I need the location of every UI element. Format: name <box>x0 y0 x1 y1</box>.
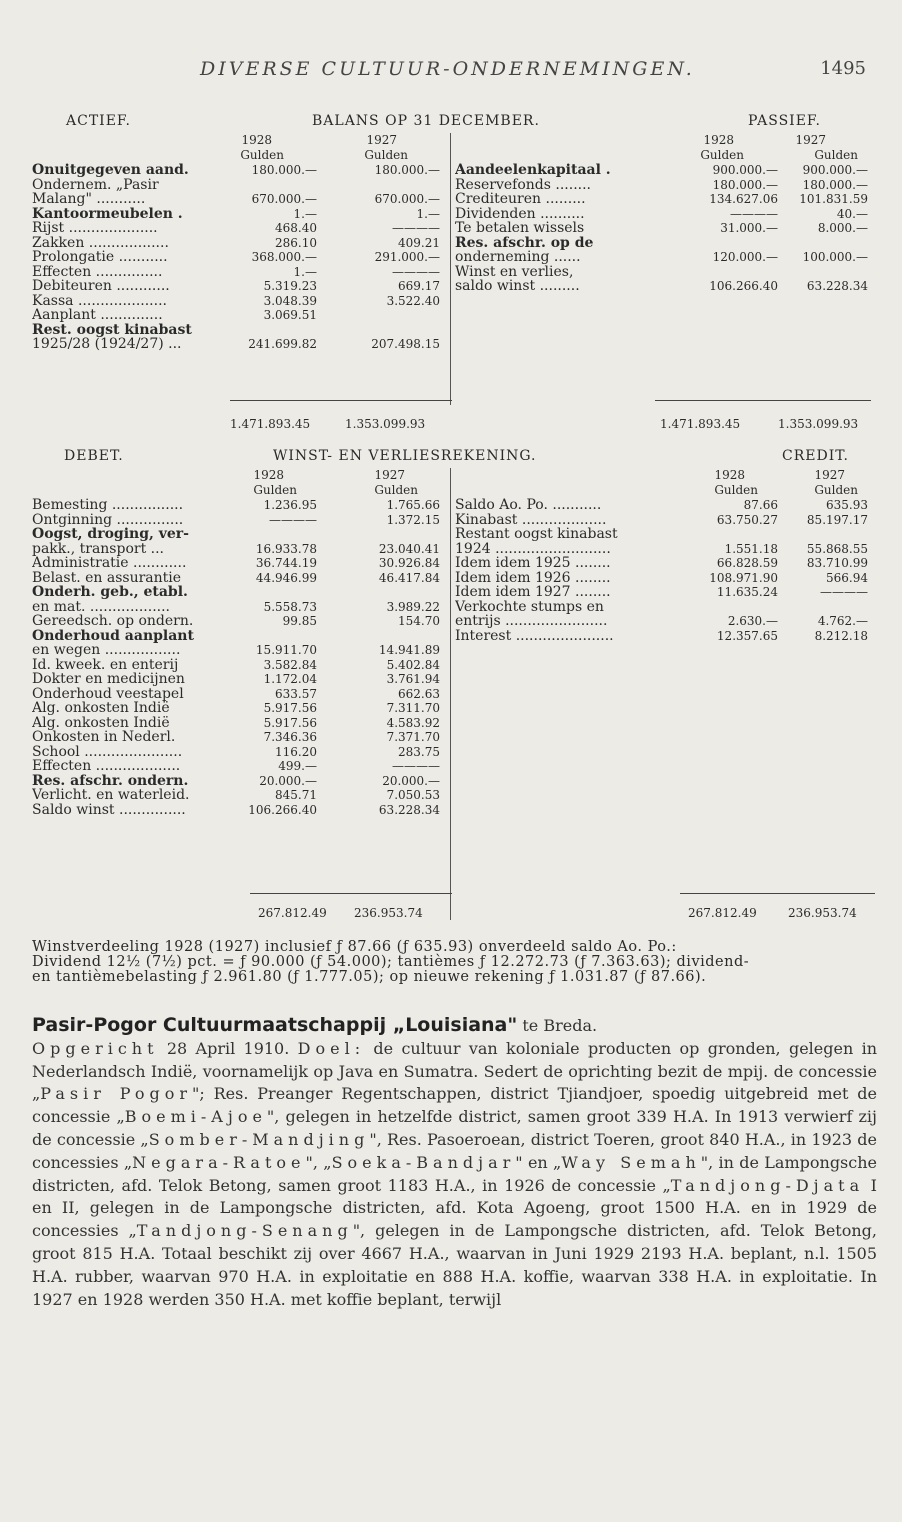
pl-total-debet-1927: 236.953.74 <box>354 906 423 920</box>
row-label: Alg. onkosten Indië <box>32 715 170 730</box>
balance-column-divider <box>450 133 451 405</box>
pl-col-unit-right-2: Gulden <box>814 482 858 497</box>
row-value-1927: 1.— <box>416 206 440 221</box>
row-label: Aanplant .............. <box>32 308 163 323</box>
balance-total-actief-1928: 1.471.893.45 <box>230 417 311 431</box>
pl-col-year-1928-left: 1928 <box>253 468 284 482</box>
debet-row <box>0 672 902 687</box>
row-value-1928: 5.917.56 <box>263 715 317 730</box>
row-value-1927: ———— <box>392 221 440 235</box>
article-text-6: " en „ <box>515 1152 562 1172</box>
row-value-1927: 4.583.92 <box>386 715 440 730</box>
balance-total-rule-right <box>655 400 871 401</box>
credit-row <box>0 556 902 571</box>
passief-table <box>0 163 902 294</box>
row-value-1927: 7.050.53 <box>386 788 440 802</box>
row-value-1927: 8.212.18 <box>814 628 868 643</box>
credit-row <box>0 542 902 557</box>
row-value-1928: 1.236.95 <box>263 498 317 512</box>
article-text-8: I en II, gelegen in de Lampongsche districten, afd. Kota Agoeng, groot 1500 H.A. en in 1929 de concessies „ <box>32 1175 877 1241</box>
row-value-1927: 180.000.— <box>374 163 440 177</box>
pl-col-year-1928-right: 1928 <box>714 468 745 482</box>
pl-total-credit-1927: 236.953.74 <box>788 906 857 920</box>
row-label: en mat. .................. <box>32 599 171 614</box>
row-value-1927: 3.761.94 <box>386 672 440 686</box>
concession-negara-ratoe: Negara-Ratoe <box>132 1152 306 1172</box>
row-label: Reservefonds ........ <box>455 177 592 192</box>
row-value-1928: 31.000.— <box>720 221 778 235</box>
row-value-1927: 4.762.— <box>817 614 868 628</box>
row-value-1927: 30.926.84 <box>378 556 440 570</box>
passief-row <box>0 163 902 178</box>
row-label: Res. afschr. op de <box>455 235 594 250</box>
profit-distribution-note <box>32 940 877 985</box>
row-value-1928: 12.357.65 <box>716 628 778 643</box>
row-label: Winst en verlies, <box>455 264 574 279</box>
pl-column-divider <box>450 468 451 920</box>
row-value-1928: 368.000.— <box>251 250 317 264</box>
row-value-1927: 1.765.66 <box>386 498 440 512</box>
row-label: Bemesting ................ <box>32 498 184 513</box>
concession-boemi-ajoe: Boemi-Ajoe <box>124 1107 267 1127</box>
pl-total-debet-1928: 267.812.49 <box>258 906 327 920</box>
debet-row <box>0 716 902 731</box>
row-value-1928: 87.66 <box>743 498 778 512</box>
row-value-1928: 286.10 <box>275 235 317 250</box>
row-value-1927: 14.941.89 <box>378 643 440 657</box>
passief-row <box>0 207 902 222</box>
actief-row <box>0 308 902 323</box>
row-label: Crediteuren ......... <box>455 192 586 207</box>
company-location: te Breda. <box>517 1016 598 1035</box>
row-label: Res. afschr. ondern. <box>32 773 189 788</box>
row-value-1927: 1.372.15 <box>386 512 440 527</box>
row-value-1928: 36.744.19 <box>255 556 317 570</box>
row-value-1927: 291.000.— <box>374 250 440 264</box>
row-label: School ...................... <box>32 744 183 759</box>
row-label: Dividenden .......... <box>455 206 585 221</box>
row-value-1928: 499.— <box>278 759 317 773</box>
row-label: Verlicht. en waterleid. <box>32 788 190 803</box>
row-value-1927: 63.228.34 <box>378 802 440 817</box>
balance-col-unit-left-1: Gulden <box>240 147 284 162</box>
row-value-1927: 566.94 <box>826 570 868 585</box>
row-value-1927: 5.402.84 <box>386 657 440 672</box>
article-text-9: ", gelegen in de Lampongsche districten, afd. Telok Betong, groot 815 H.A. Totaal beschikt zij over 4667 H.A., waarvan in Juni 1929 2193 H.A. beplant, n.l. 1505 H.A. rubber, waarvan 970 H.A. in exploitatie en 888 H.A. koffie, waarvan 338 H.A. in exploitatie. In 1927 en 1928 werden 350 H.A. met koffie beplant, terwijl <box>32 1221 877 1309</box>
row-value-1928: 3.048.39 <box>263 293 317 308</box>
credit-row <box>0 585 902 600</box>
row-value-1928: 3.582.84 <box>263 657 317 672</box>
row-label: Id. kweek. en enterij <box>32 657 179 672</box>
row-value-1928: 1.— <box>293 206 317 221</box>
row-value-1928: 633.57 <box>275 686 317 701</box>
row-label: Saldo winst ............... <box>32 802 186 817</box>
row-value-1927: 409.21 <box>398 235 440 250</box>
row-value-1927: ———— <box>392 264 440 279</box>
pl-title: WINST- EN VERLIESREKENING. <box>273 448 537 464</box>
pl-column-years <box>0 468 902 497</box>
credit-row <box>0 571 902 586</box>
row-label: Interest ...................... <box>455 628 614 643</box>
balance-total-passief-1928: 1.471.893.45 <box>660 417 741 431</box>
passief-row <box>0 236 902 251</box>
concession-somber-mandjing: Somber-Mandjing <box>148 1129 370 1149</box>
pl-col-year-1927-right: 1927 <box>814 468 845 482</box>
opgericht-text: 28 April 1910. <box>158 1038 298 1058</box>
row-label: Aandeelenkapitaal . <box>455 163 611 178</box>
row-label: Kantoormeubelen . <box>32 206 183 221</box>
row-label: Effecten ............... <box>32 264 163 279</box>
row-label: Kinabast ................... <box>455 512 607 527</box>
row-value-1928: 900.000.— <box>712 163 778 177</box>
row-value-1928: 1.551.18 <box>724 541 778 556</box>
row-value-1928: 120.000.— <box>712 250 778 264</box>
row-value-1928: 99.85 <box>282 614 317 628</box>
running-head-title: DIVERSE CULTUUR-ONDERNEMINGEN. <box>200 58 695 80</box>
row-value-1928: 1.172.04 <box>263 672 317 686</box>
row-value-1927: 101.831.59 <box>799 192 868 206</box>
credit-row <box>0 513 902 528</box>
row-value-1927: 40.— <box>836 206 868 221</box>
debet-row <box>0 803 902 818</box>
running-head <box>0 58 902 88</box>
row-label: 1925/28 (1924/27) ... <box>32 337 182 352</box>
row-value-1928: 44.946.99 <box>255 570 317 585</box>
row-label: Oogst, droging, ver- <box>32 527 189 542</box>
debet-row <box>0 730 902 745</box>
actief-row <box>0 337 902 352</box>
row-label: Onuitgegeven aand. <box>32 163 189 178</box>
credit-row <box>0 614 902 629</box>
row-label: Onderh. geb., etabl. <box>32 585 188 600</box>
row-value-1927: 8.000.— <box>817 221 868 235</box>
row-value-1927: 83.710.99 <box>806 556 868 570</box>
row-value-1927: 154.70 <box>398 614 440 628</box>
row-label: Prolongatie ........... <box>32 250 168 265</box>
row-value-1927: 20.000.— <box>382 773 440 788</box>
row-value-1928: 20.000.— <box>259 773 317 788</box>
row-value-1927: 207.498.15 <box>371 337 440 351</box>
pl-total-rule-left <box>250 893 452 894</box>
row-label: Zakken .................. <box>32 235 169 250</box>
row-value-1927: 180.000.— <box>802 177 868 192</box>
row-value-1927: 3.522.40 <box>386 293 440 308</box>
balance-total-passief-1927: 1.353.099.93 <box>778 417 859 431</box>
row-value-1927: 635.93 <box>826 498 868 512</box>
row-label: Kassa .................... <box>32 293 167 308</box>
balance-col-unit-right-1: Gulden <box>700 147 744 162</box>
page-number: 1495 <box>820 58 866 79</box>
row-value-1928: 5.319.23 <box>263 279 317 293</box>
credit-row <box>0 600 902 615</box>
balance-col-year-1927-right: 1927 <box>795 133 826 147</box>
article-text-1: de cultuur van koloniale producten op gronden, gelegen in Nederlandsch Indië, voornamelijk op Java en Sumatra. Sedert de oprichting bezit de mpij. de concessie „ <box>32 1038 878 1104</box>
row-value-1928: 63.750.27 <box>716 512 778 527</box>
row-label: Alg. onkosten Indië <box>32 701 170 716</box>
balance-column-years <box>0 133 902 162</box>
row-value-1928: 16.933.78 <box>255 541 317 556</box>
row-value-1927: 662.63 <box>398 686 440 701</box>
row-label: Belast. en assurantie <box>32 570 182 585</box>
row-value-1927: 670.000.— <box>374 192 440 206</box>
row-label: Administratie ............ <box>32 556 187 571</box>
article-text-7: ", in de Lampongsche districten, afd. Telok Betong, samen groot 1183 H.A., in 1926 de concessie „ <box>32 1152 878 1195</box>
row-value-1928: 3.069.51 <box>263 308 317 322</box>
article-text-3: ", gelegen in hetzelfde district, samen groot 339 H.A. In 1913 verwierf zij de concessie „ <box>32 1107 877 1149</box>
row-value-1928: 241.699.82 <box>248 337 317 351</box>
row-value-1927: 669.17 <box>398 279 440 293</box>
note-line-3: en tantièmebelasting ƒ 2.961.80 (ƒ 1.777.05); op nieuwe rekening ƒ 1.031.87 (ƒ 87.66). <box>32 969 707 985</box>
pl-col-unit-left-1: Gulden <box>253 482 297 497</box>
row-value-1928: 134.627.06 <box>709 192 778 206</box>
debet-row <box>0 745 902 760</box>
company-article <box>32 1014 877 1311</box>
passief-row <box>0 178 902 193</box>
row-value-1927: ———— <box>820 585 868 599</box>
row-value-1927: 46.417.84 <box>378 570 440 585</box>
pl-col-year-1927-left: 1927 <box>374 468 405 482</box>
passief-row <box>0 221 902 236</box>
article-text-5: ", „ <box>305 1152 332 1172</box>
row-label: Verkochte stumps en <box>455 599 604 614</box>
balance-total-actief-1927: 1.353.099.93 <box>345 417 426 431</box>
row-label: Gereedsch. op ondern. <box>32 614 194 629</box>
row-label: Idem idem 1927 ........ <box>455 585 611 600</box>
actief-title: ACTIEF. <box>66 113 131 129</box>
row-value-1928: 180.000.— <box>712 177 778 192</box>
pl-col-unit-left-2: Gulden <box>374 482 418 497</box>
row-label: Debiteuren ............ <box>32 279 170 294</box>
row-value-1928: 11.635.24 <box>716 585 778 599</box>
credit-row <box>0 498 902 513</box>
row-value-1927: 23.040.41 <box>378 541 440 556</box>
pl-total-credit-1928: 267.812.49 <box>688 906 757 920</box>
article-text-4: ", Res. Pasoeroean, district Toeren, groot 840 H.A., in 1923 de concessies „ <box>32 1129 877 1172</box>
debet-title: DEBET. <box>64 448 124 464</box>
row-value-1927: ———— <box>392 759 440 773</box>
row-value-1928: ———— <box>269 512 317 527</box>
row-label: Onkosten in Nederl. <box>32 730 176 745</box>
row-label: Restant oogst kinabast <box>455 527 618 542</box>
debet-row <box>0 701 902 716</box>
debet-row <box>0 759 902 774</box>
row-value-1927: 7.371.70 <box>386 730 440 744</box>
balance-col-year-1927-left: 1927 <box>366 133 397 147</box>
article-text-2: "; Res. Preanger Regentschappen, district Tjiandjoer, spoedig uitgebreid met de concessie „ <box>32 1084 877 1127</box>
row-value-1928: 106.266.40 <box>248 802 317 817</box>
balance-col-unit-left-2: Gulden <box>364 147 408 162</box>
credit-table <box>0 498 902 643</box>
row-value-1927: 55.868.55 <box>806 541 868 556</box>
row-label: Te betalen wissels <box>455 221 585 236</box>
debet-row <box>0 643 902 658</box>
row-value-1928: 5.917.56 <box>263 701 317 715</box>
row-value-1928: 15.911.70 <box>255 643 317 657</box>
note-line-1: Winstverdeeling 1928 (1927) inclusief ƒ 87.66 (ƒ 635.93) onverdeeld saldo Ao. Po.: <box>32 939 677 955</box>
balance-col-year-1928-right: 1928 <box>703 133 734 147</box>
company-name: Pasir-Pogor Cultuurmaatschappij „Louisiana" <box>32 1014 518 1036</box>
passief-title: PASSIEF. <box>748 113 821 129</box>
row-label: Effecten ................... <box>32 759 181 774</box>
concession-way-semah: Way Semah <box>561 1152 701 1172</box>
debet-row <box>0 774 902 789</box>
row-value-1928: 468.40 <box>275 221 317 235</box>
row-label: saldo winst ......... <box>455 279 580 294</box>
row-label: 1924 .......................... <box>455 541 611 556</box>
row-label: onderneming ...... <box>455 250 581 265</box>
row-label: Rest. oogst kinabast <box>32 322 192 337</box>
pl-col-unit-right-1: Gulden <box>714 482 758 497</box>
concession-soeka-bandjar: Soeka-Bandjar <box>331 1152 516 1172</box>
passief-row <box>0 192 902 207</box>
row-value-1928: 5.558.73 <box>263 599 317 614</box>
balance-col-unit-right-2: Gulden <box>814 147 858 162</box>
passief-row <box>0 250 902 265</box>
row-value-1928: 7.346.36 <box>263 730 317 744</box>
row-value-1927: 900.000.— <box>802 163 868 177</box>
concession-tandjong-senang: Tandjong-Senang <box>136 1221 353 1241</box>
note-line-2: Dividend 12½ (7½) pct. = ƒ 90.000 (ƒ 54.000); tantièmes ƒ 12.272.73 (ƒ 7.363.63); dividend- <box>32 954 750 970</box>
row-value-1927: 7.311.70 <box>386 701 440 715</box>
row-label: Ondernem. „Pasir <box>32 177 159 192</box>
row-value-1928: 1.— <box>293 264 317 279</box>
balance-col-year-1928-left: 1928 <box>241 133 272 147</box>
row-label: entrijs ....................... <box>455 614 608 629</box>
balance-total-rule-left <box>230 400 452 401</box>
row-value-1928: 66.828.59 <box>716 556 778 570</box>
row-value-1927: 63.228.34 <box>806 279 868 293</box>
row-value-1928: 670.000.— <box>251 192 317 206</box>
row-label: Rijst .................... <box>32 221 158 236</box>
row-value-1927: 283.75 <box>398 744 440 759</box>
row-value-1927: 85.197.17 <box>806 512 868 527</box>
row-value-1928: 180.000.— <box>251 163 317 177</box>
row-value-1928: 116.20 <box>275 744 317 759</box>
row-label: Idem idem 1926 ........ <box>455 570 611 585</box>
passief-row <box>0 279 902 294</box>
row-label: Onderhoud aanplant <box>32 628 194 643</box>
row-label: Idem idem 1925 ........ <box>455 556 611 571</box>
row-value-1928: 106.266.40 <box>709 279 778 293</box>
actief-row <box>0 323 902 338</box>
row-value-1928: ———— <box>730 206 778 221</box>
concession-tandjong-djata: Tandjong-Djata <box>670 1175 865 1195</box>
concession-pasir-pogor: Pasir Pogor <box>40 1084 192 1104</box>
opgericht-label: Opgericht <box>32 1038 159 1058</box>
debet-row <box>0 658 902 673</box>
balance-title: BALANS OP 31 DECEMBER. <box>312 113 540 129</box>
row-value-1927: 3.989.22 <box>386 599 440 614</box>
row-label: Ontginning ............... <box>32 512 184 527</box>
row-label: Dokter en medicijnen <box>32 672 185 687</box>
debet-row <box>0 788 902 803</box>
row-value-1928: 108.971.90 <box>709 570 778 585</box>
credit-row <box>0 527 902 542</box>
row-label: en wegen ................. <box>32 643 181 658</box>
passief-row <box>0 265 902 280</box>
doel-label: Doel: <box>297 1038 366 1058</box>
debet-row <box>0 687 902 702</box>
row-label: Malang" ........... <box>32 192 146 207</box>
actief-row <box>0 294 902 309</box>
pl-total-rule-right <box>680 893 875 894</box>
row-label: pakk., transport ... <box>32 541 165 556</box>
row-label: Onderhoud veestapel <box>32 686 184 701</box>
row-value-1928: 2.630.— <box>727 614 778 628</box>
credit-title: CREDIT. <box>782 448 849 464</box>
row-value-1928: 845.71 <box>275 788 317 802</box>
credit-row <box>0 629 902 644</box>
row-value-1927: 100.000.— <box>802 250 868 264</box>
row-label: Saldo Ao. Po. ........... <box>455 498 602 513</box>
